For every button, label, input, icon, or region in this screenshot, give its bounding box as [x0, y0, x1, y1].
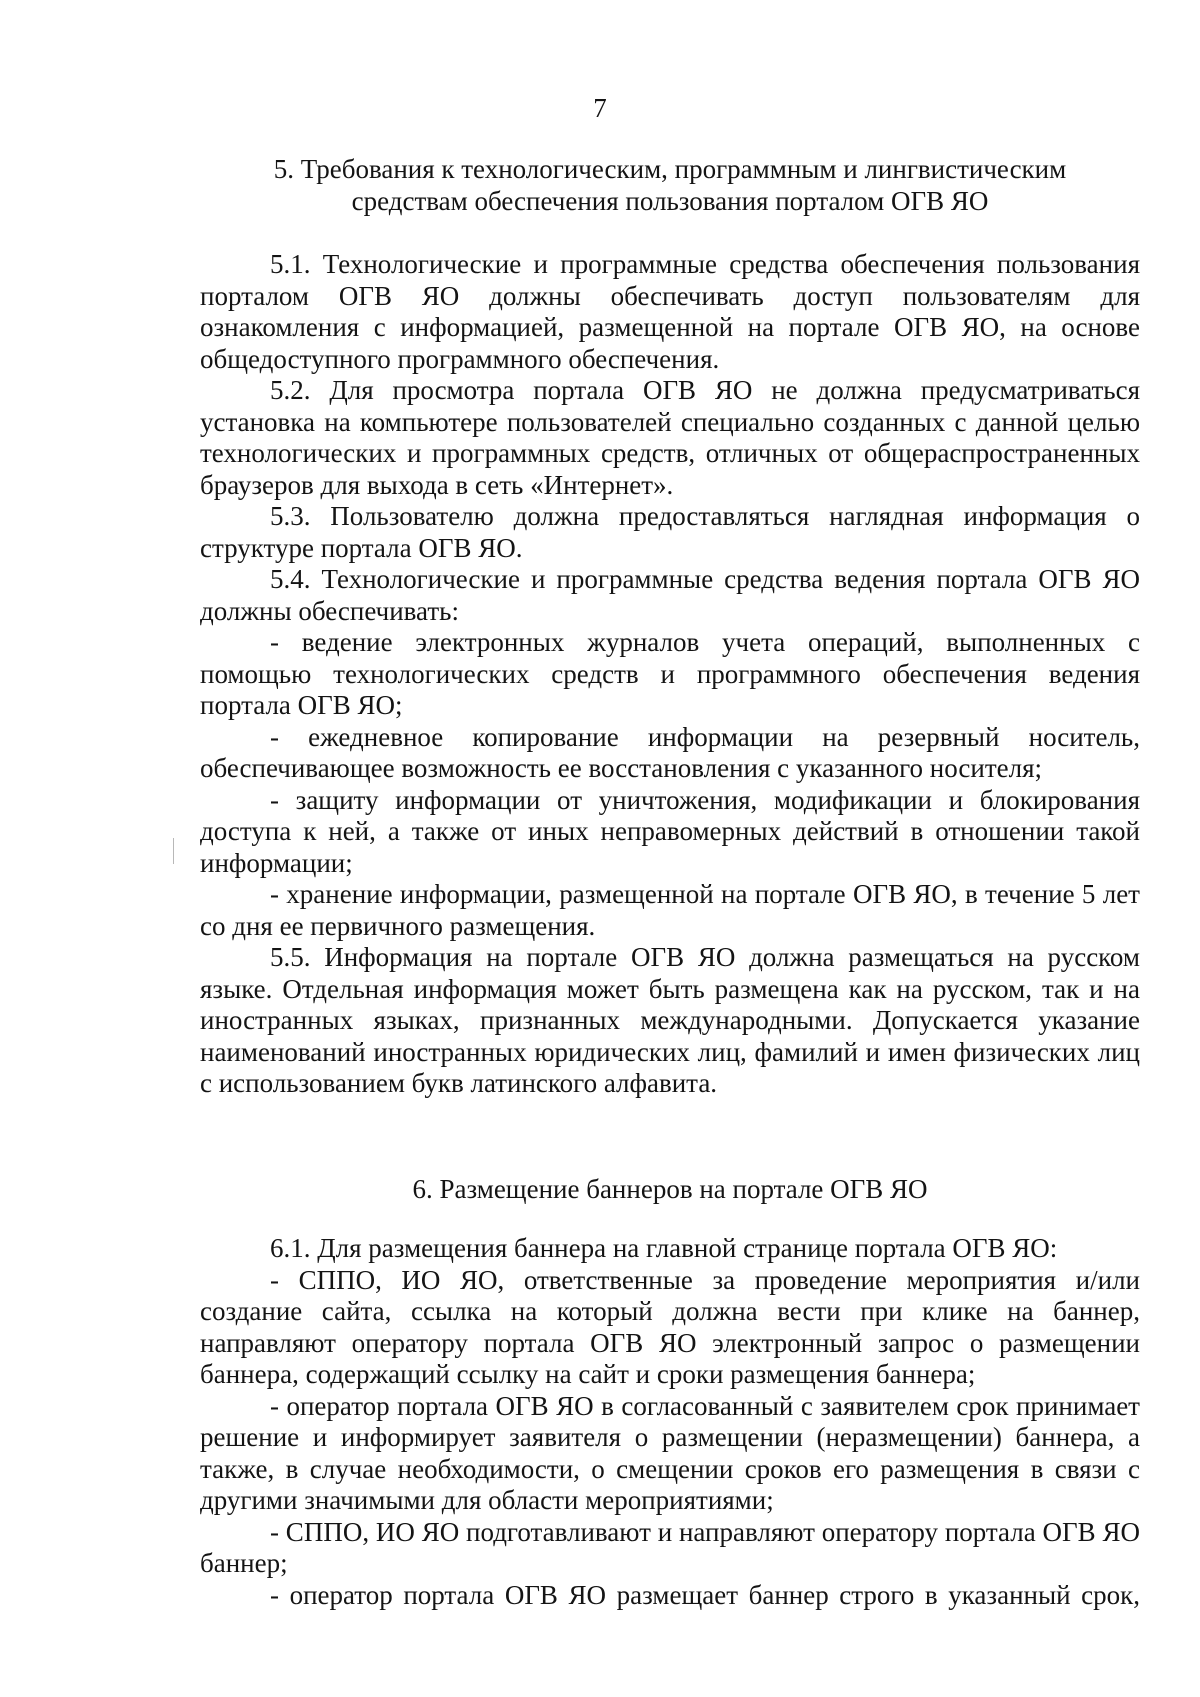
list-item-place-banner: - оператор портала ОГВ ЯО размещает баннер строго в указанный срок, — [270, 1579, 1140, 1610]
list-item-backup: - ежедневное копирование информации на резервный носитель, обеспечивающее возможность ее восстановления с указанного носителя; — [200, 721, 1140, 783]
list-item-journals: - ведение электронных журналов учета операций, выполненных с помощью технологических средств и программного обеспечения ведения портала ОГВ ЯО; — [200, 627, 1140, 720]
list-item-request: - СППО, ИО ЯО, ответственные за проведение мероприятия и/или создание сайта, ссылка на который должна вести при клике на баннер, направляют оператору портала ОГВ ЯО электронный запрос о размещении баннера, содержащий ссылку на сайт и сроки размещения баннера; — [200, 1264, 1140, 1389]
list-item-storage: - хранение информации, размещенной на портале ОГВ ЯО, в течение 5 лет со дня ее первичного размещения. — [200, 879, 1140, 941]
list-item-protection: - защиту информации от уничтожения, модификации и блокирования доступа к ней, а также от иных неправомерных действий в отношении такой информации; — [200, 784, 1140, 878]
section-5-heading — [200, 153, 1140, 217]
paragraph-6-1: 6.1. Для размещения баннера на главной странице портала ОГВ ЯО: — [270, 1233, 1058, 1263]
paragraph-5-1: 5.1. Технологические и программные средства обеспечения пользования порталом ОГВ ЯО должны обеспечивать доступ пользователям для ознакомления с информацией, размещенной на портале ОГВ ЯО, на основе общедоступного программного обеспечения. — [200, 249, 1140, 374]
section-5-body — [200, 249, 1140, 1100]
section-5-heading-line-1: 5. Требования к технологическим, программным и лингвистическим — [273, 154, 1067, 184]
scan-margin-mark — [173, 838, 174, 864]
list-item-decision: - оператор портала ОГВ ЯО в согласованный с заявителем срок принимает решение и информирует заявителя о размещении (неразмещении) баннера, а также, в случае необходимости, о смещении сроков его размещения в связи с другими значимыми для области мероприятиями; — [200, 1390, 1140, 1515]
section-6-body — [200, 1233, 1140, 1611]
list-item-prepare-banner: - СППО, ИО ЯО подготавливают и направляют оператору портала ОГВ ЯО баннер; — [200, 1516, 1140, 1578]
page-number: 7 — [593, 93, 607, 123]
paragraph-5-4: 5.4. Технологические и программные средства ведения портала ОГВ ЯО должны обеспечивать: — [200, 564, 1140, 626]
section-5-heading-line-2: средствам обеспечения пользования порталом ОГВ ЯО — [351, 186, 989, 216]
paragraph-5-5: 5.5. Информация на портале ОГВ ЯО должна размещаться на русском языке. Отдельная информация может быть размещена как на русском, так и на иностранных языках, признанных международными. Допускается указание наименований иностранных юридических лиц, фамилий и имен физических лиц с использованием букв латинского алфавита. — [200, 942, 1140, 1098]
paragraph-5-3: 5.3. Пользователю должна предоставляться наглядная информация о структуре портала ОГВ ЯО. — [200, 501, 1140, 563]
section-6-heading: 6. Размещение баннеров на портале ОГВ ЯО — [412, 1174, 928, 1204]
paragraph-5-2: 5.2. Для просмотра портала ОГВ ЯО не должна предусматриваться установка на компьютере пользователей специально созданных с данной целью технологических и программных средств, отличных от общераспространенных браузеров для выхода в сеть «Интернет». — [200, 375, 1140, 500]
